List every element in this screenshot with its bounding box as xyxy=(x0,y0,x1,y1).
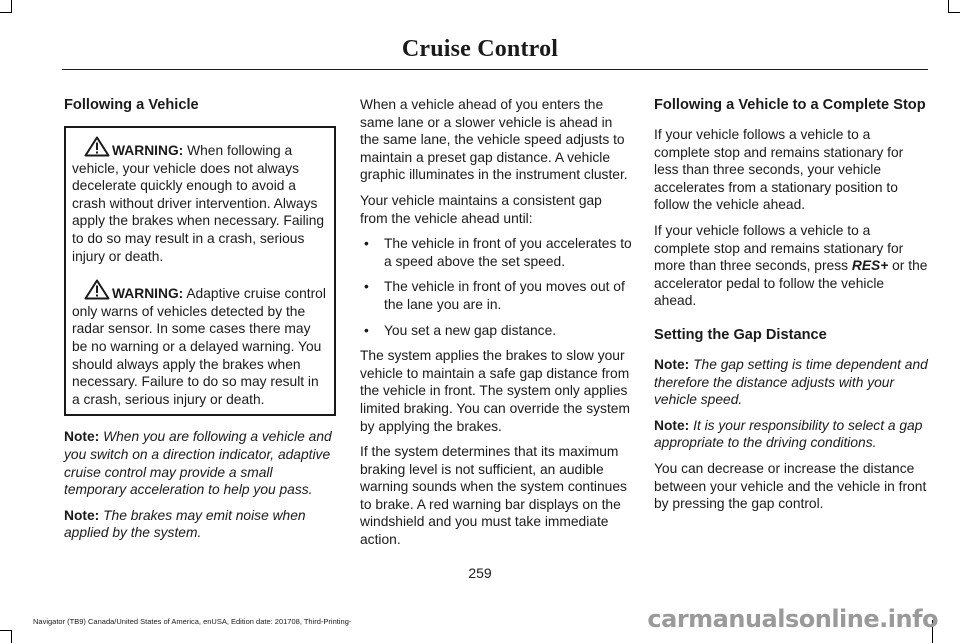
bullet-list xyxy=(360,235,632,339)
note-text: The gap setting is time dependent and therefore the distance adjusts with your vehicle speed. xyxy=(654,356,928,408)
column-1 xyxy=(64,96,336,550)
footer-text: Navigator (TB9) Canada/United States of America, enUSA, Edition date: 201708, Third-Printing- xyxy=(33,617,352,626)
list-item xyxy=(360,322,632,340)
note xyxy=(64,428,336,498)
note-text: It is your responsibility to select a gap appropriate to the driving conditions. xyxy=(654,417,923,451)
paragraph-text: If your vehicle follows a vehicle to a complete stop and remains stationary for more than three seconds, press xyxy=(654,222,904,274)
warning-box xyxy=(64,126,336,416)
paragraph: If your vehicle follows a vehicle to a complete stop and remains stationary for less than three seconds, your vehicle accelerates from a stationary position to follow the vehicle ahead. xyxy=(654,127,904,213)
column-2 xyxy=(360,96,632,557)
bullet: • xyxy=(364,322,369,338)
res-plus-key: RES+ xyxy=(851,258,889,274)
list-item xyxy=(360,235,632,270)
page-number: 259 xyxy=(468,565,492,581)
paragraph: The system applies the brakes to slow your vehicle to maintain a safe gap distance from the vehicle in front. The system only applies limited braking. You can override the system by applying the brakes. xyxy=(360,348,630,434)
note-label: Note: xyxy=(64,507,100,523)
list-item-text: The vehicle in front of you accelerates to a speed above the set speed. xyxy=(384,236,632,269)
note xyxy=(64,507,336,542)
note xyxy=(654,356,930,409)
note-label: Note: xyxy=(64,429,100,445)
paragraph: When a vehicle ahead of you enters the same lane or a slower vehicle is ahead in the same lane, the vehicle speed adjusts to maintain a preset gap distance. A vehicle graphic illuminates in the instrument cluster. xyxy=(360,97,628,183)
paragraph xyxy=(654,222,930,310)
crop-mark xyxy=(0,630,11,631)
warning-label: WARNING: xyxy=(112,286,184,302)
note-text: The brakes may emit noise when applied by the system. xyxy=(64,507,306,541)
warning-triangle-icon xyxy=(84,136,110,157)
page-title: Cruise Control xyxy=(401,36,559,62)
warning-text: Adaptive cruise control only warns of vehicles detected by the radar sensor. In some cases there may be no warning or a delayed warning. You should always apply the brakes when necessary. Failure to do so may result in a crash, serious injury or death. xyxy=(72,286,326,407)
list-item-text: The vehicle in front of you moves out of the lane you are in. xyxy=(384,279,625,312)
warning-triangle-icon xyxy=(84,279,110,300)
column-3 xyxy=(654,96,930,521)
paragraph-text: or the accelerator pedal to follow the vehicle ahead. xyxy=(654,258,928,309)
warning-label: WARNING: xyxy=(112,143,184,158)
paragraph: You can decrease or increase the distance between your vehicle and the vehicle in front by pressing the gap control. xyxy=(654,460,927,512)
note-text: When you are following a vehicle and you switch on a direction indicator, adaptive cruise control may provide a small temporary acceleration to help you pass. xyxy=(64,429,332,498)
warning-paragraph xyxy=(72,279,328,408)
crop-mark xyxy=(0,12,11,13)
section-heading: Following a Vehicle xyxy=(64,97,199,113)
list-item-text: You set a new gap distance. xyxy=(384,322,557,338)
paragraph: If the system determines that its maximum braking level is not sufficient, an audible warning sounds when the system continues to brake. A red warning bar displays on the windshield and you must take immediate action. xyxy=(360,444,627,548)
list-item xyxy=(360,278,632,313)
warning-paragraph xyxy=(72,136,328,265)
note-label: Note: xyxy=(654,417,690,433)
bullet: • xyxy=(364,236,369,252)
bullet: • xyxy=(364,279,369,295)
section-heading: Following a Vehicle to a Complete Stop xyxy=(654,97,926,113)
paragraph: Your vehicle maintains a consistent gap from the vehicle ahead until: xyxy=(360,192,602,226)
note xyxy=(654,417,930,452)
header-rule xyxy=(62,69,928,70)
warning-text: When following a vehicle, your vehicle does not always decelerate quickly enough to avoid a crash without driver intervention. Always apply the brakes when necessary. Failing to do so may result in a crash, serious injury or death. xyxy=(72,143,325,264)
crop-mark xyxy=(11,0,12,13)
watermark: carmanualsonline.info xyxy=(647,605,938,633)
crop-mark xyxy=(11,630,12,643)
section-heading: Setting the Gap Distance xyxy=(654,326,827,343)
note-label: Note: xyxy=(654,356,690,372)
crop-mark xyxy=(949,12,960,13)
